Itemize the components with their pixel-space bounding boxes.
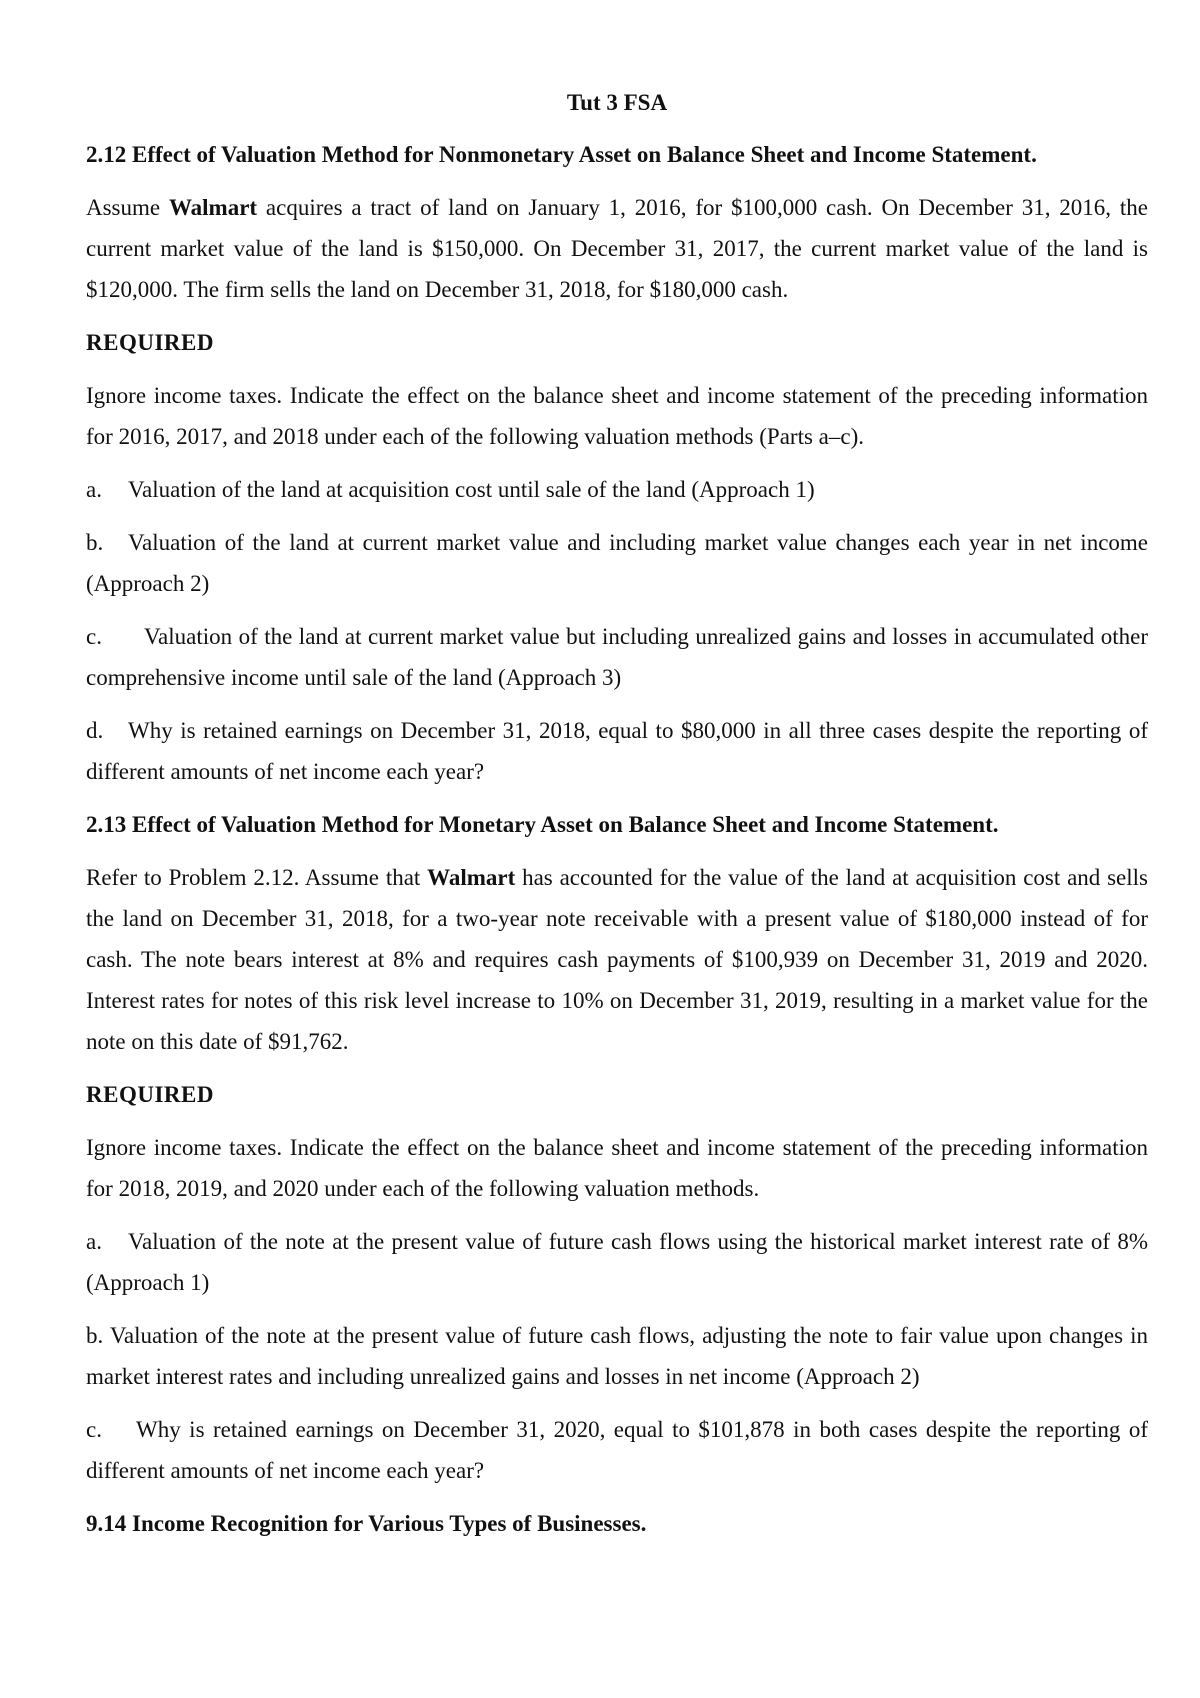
item-label: a. [86,1229,102,1254]
item-label: c. [86,1417,102,1442]
problem-2-12-instructions: Ignore income taxes. Indicate the effect on the balance sheet and income statement of the preceding information for 2016, 2017, and 2018 under each of the following valuation methods (Parts a–c). [86,383,1148,449]
problem-9-14-heading: 9.14 Income Recognition for Various Types of Businesses. [86,1511,647,1536]
problem-2-12-item-b [86,522,1148,604]
item-text: Why is retained earnings on December 31, 2018, equal to $80,000 in all three cases despite the reporting of different amounts of net income each year? [86,718,1148,784]
problem-2-12-item-a [86,469,1148,510]
company-name: Walmart [168,195,258,220]
document-title: Tut 3 FSA [566,90,668,115]
company-name: Walmart [427,865,516,890]
item-text: Valuation of the note at the present value of future cash flows, adjusting the note to fair value upon changes in market interest rates and including unrealized gains and losses in net income (Approach 2) [86,1323,1148,1389]
intro-text-rest: acquires a tract of land on January 1, 2016, for $100,000 cash. On December 31, 2016, the current market value of the land is $150,000. On December 31, 2017, the current market value of the land is $120,000. The firm sells the land on December 31, 2018, for $180,000 cash. [86,195,1148,302]
problem-2-13-intro [86,857,1148,1062]
intro-text-start: Refer to Problem 2.12. Assume that [86,865,428,890]
problem-2-12-item-c [86,616,1148,698]
item-text: Valuation of the land at acquisition cost until sale of the land (Approach 1) [128,477,815,502]
item-text: Valuation of the land at current market value and including market value changes each year in net income (Approach 2) [86,530,1148,596]
item-text: Why is retained earnings on December 31, 2020, equal to $101,878 in both cases despite the reporting of different amounts of net income each year? [86,1417,1148,1483]
problem-2-12-required-label: REQUIRED [86,330,214,355]
problem-2-12-intro [86,187,1148,310]
problem-2-13-instructions: Ignore income taxes. Indicate the effect on the balance sheet and income statement of the preceding information for 2018, 2019, and 2020 under each of the following valuation methods. [86,1135,1148,1201]
document-body [86,82,1148,1556]
item-label: b. [86,1323,104,1348]
problem-2-13-item-a [86,1221,1148,1303]
problem-2-13-heading: 2.13 Effect of Valuation Method for Monetary Asset on Balance Sheet and Income Statement. [86,812,999,837]
item-label: d. [86,718,104,743]
problem-2-13-item-c [86,1409,1148,1491]
problem-2-12-item-d [86,710,1148,792]
item-label: b. [86,530,104,555]
item-label: a. [86,477,102,502]
intro-text-rest: has accounted for the value of the land at acquisition cost and sells the land on December 31, 2018, for a two-year note receivable with a present value of $180,000 instead of for cash. The note bears interest at 8% and requires cash payments of $100,939 on December 31, 2019 and 2020. Interest rates for notes of this risk level increase to 10% on December 31, 2019, resulting in a market value for the note on this date of $91,762. [86,865,1148,1054]
problem-2-12-heading: 2.12 Effect of Valuation Method for Nonmonetary Asset on Balance Sheet and Income Statement. [86,142,1037,167]
problem-2-13-required-label: REQUIRED [86,1082,214,1107]
intro-text-start: Assume [86,195,169,220]
item-text: Valuation of the note at the present value of future cash flows using the historical market interest rate of 8% (Approach 1) [86,1229,1148,1295]
problem-2-13-item-b [86,1315,1148,1397]
item-text: Valuation of the land at current market value but including unrealized gains and losses in accumulated other comprehensive income until sale of the land (Approach 3) [86,624,1148,690]
item-label: c. [86,624,102,649]
